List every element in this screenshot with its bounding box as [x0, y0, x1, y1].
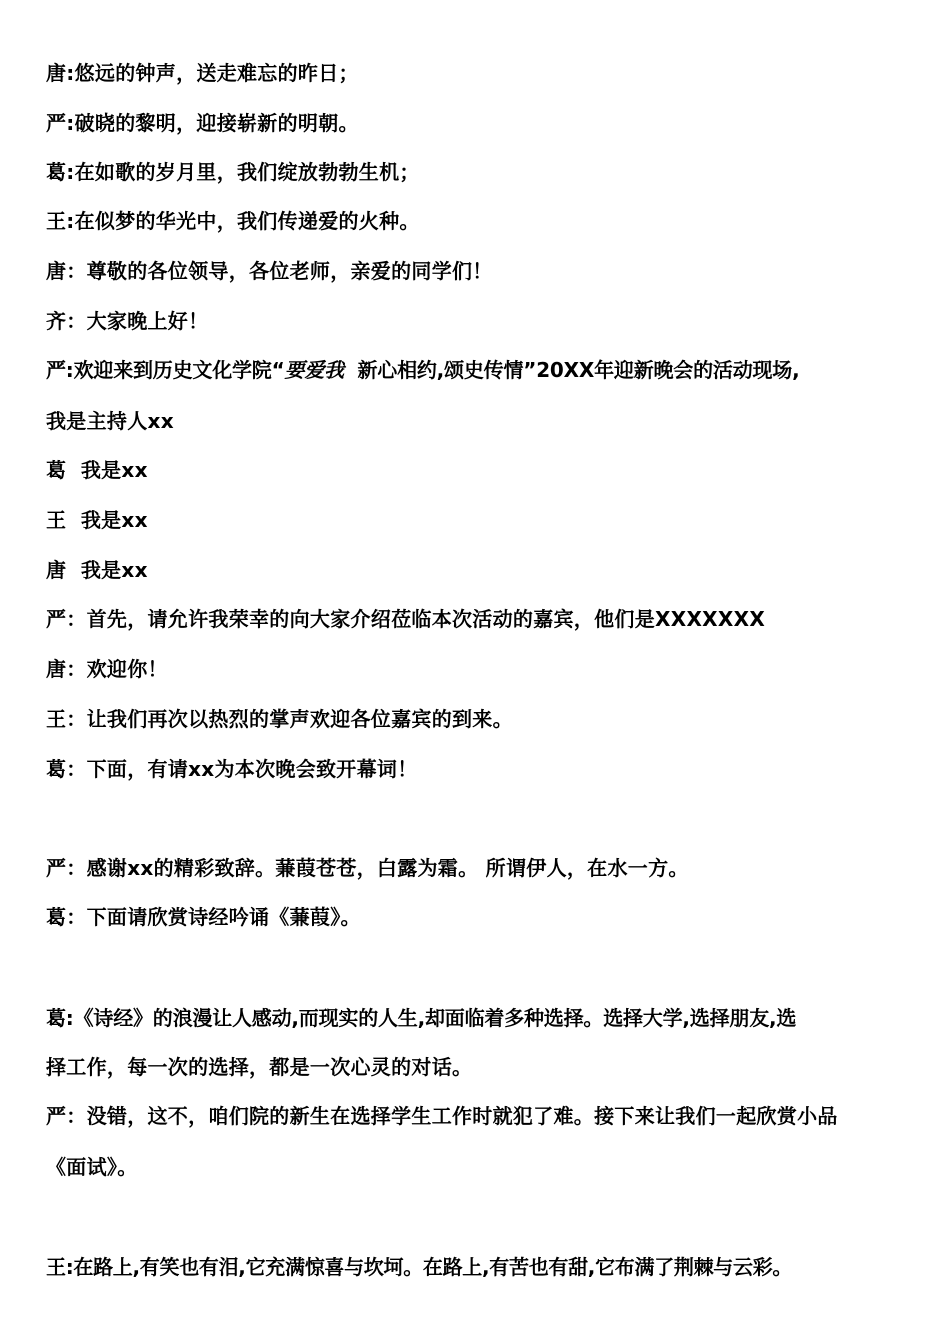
script-line: 葛：下面请欣赏诗经吟诵《蒹葭》。 — [46, 905, 361, 929]
script-line: 我是主持人xx — [46, 409, 174, 433]
script-line: 齐：大家晚上好！ — [46, 309, 209, 333]
script-line: 王 我是xx — [46, 508, 148, 532]
event-name-emphasis: 要爱我 — [284, 358, 344, 382]
line-suffix: 新心相约,颂史传情”20XX年迎新晚会的活动现场, — [343, 358, 800, 382]
script-line: 唐:悠远的钟声，送走难忘的昨日； — [46, 61, 359, 85]
script-line: 葛：下面，有请xx为本次晚会致开幕词！ — [46, 757, 418, 781]
script-line: 严：首先，请允许我荣幸的向大家介绍莅临本次活动的嘉宾，他们是XXXXXXX — [46, 607, 766, 631]
script-line: 唐：尊敬的各位领导，各位老师，亲爱的同学们！ — [46, 259, 493, 283]
script-line: 王：让我们再次以热烈的掌声欢迎各位嘉宾的到来。 — [46, 707, 513, 731]
script-line: 唐：欢迎你！ — [46, 657, 168, 681]
script-line — [46, 356, 916, 384]
script-line: 严：感谢xx的精彩致辞。蒹葭苍苍，白露为霜。 所谓伊人，在水一方。 — [46, 856, 689, 880]
script-line: 严:破晓的黎明，迎接崭新的明朝。 — [46, 111, 359, 135]
script-line: 《面试》。 — [46, 1155, 138, 1179]
script-line: 葛 我是xx — [46, 458, 148, 482]
script-line: 王:在路上,有笑也有泪,它充满惊喜与坎坷。在路上,有苦也有甜,它布满了荆棘与云彩。 — [46, 1255, 793, 1279]
script-line: 严：没错，这不，咱们院的新生在选择学生工作时就犯了难。接下来让我们一起欣赏小品 — [46, 1104, 838, 1128]
script-line: 唐 我是xx — [46, 558, 148, 582]
script-line: 择工作，每一次的选择，都是一次心灵的对话。 — [46, 1055, 473, 1079]
script-line: 葛:在如歌的岁月里，我们绽放勃勃生机； — [46, 160, 420, 184]
script-line: 葛:《诗经》的浪漫让人感动,而现实的人生,却面临着多种选择。选择大学,选择朋友,选 — [46, 1006, 797, 1030]
script-line: 王:在似梦的华光中，我们传递爱的火种。 — [46, 209, 420, 233]
line-prefix: 严:欢迎来到历史文化学院“ — [46, 358, 285, 382]
